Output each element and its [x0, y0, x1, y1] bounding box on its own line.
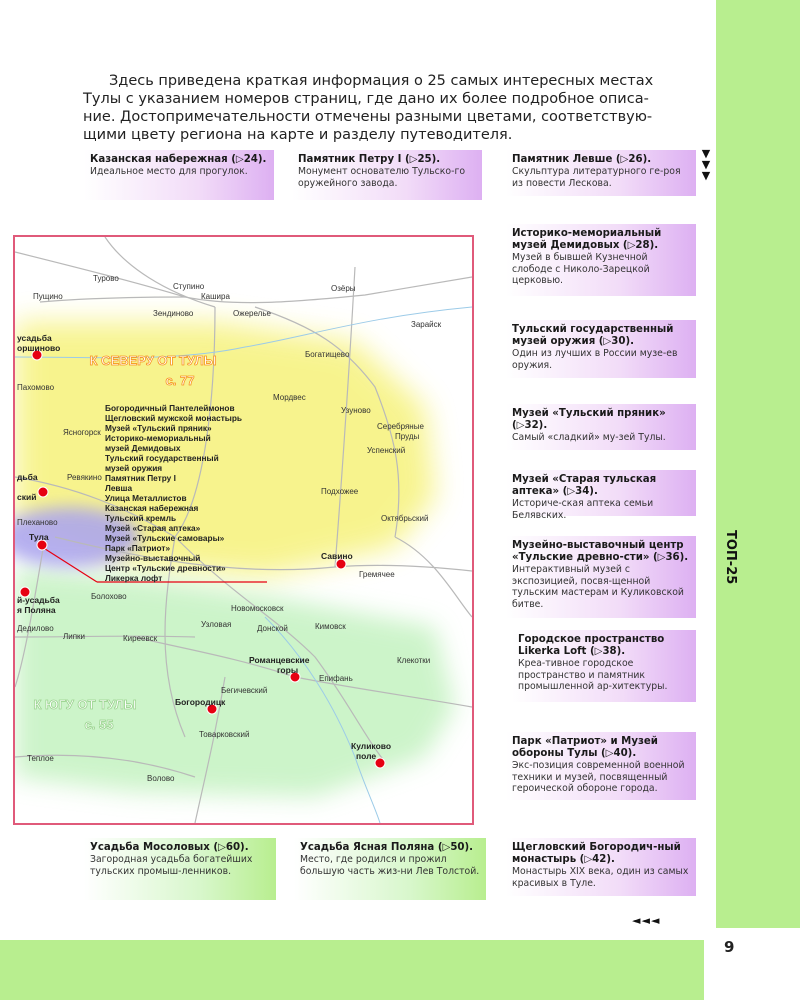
- card-yasnaya: [294, 838, 486, 900]
- card-likerka: [512, 630, 696, 702]
- place-label: Октябрьский: [381, 514, 429, 523]
- card-text: Историче-ская аптека семьи Белявских.: [512, 498, 654, 521]
- card-mosolov: [84, 838, 276, 900]
- bottom-color-band: [0, 940, 716, 1000]
- card-text: Музей в бывшей Кузнечной слободе с Николо-Зарецкой церковью.: [512, 252, 650, 286]
- poi-marker: [38, 487, 48, 497]
- place-label: Ожерелье: [233, 309, 271, 318]
- card-text: Креа-тивное городское пространство и памятник промышленной ар-хитектуры.: [518, 658, 668, 692]
- city-list-item: Тульский кремль: [105, 513, 177, 523]
- place-label: Теплое: [27, 754, 54, 763]
- card-title: Музейно-выставочный центр «Тульские древно-сти» (▷36).: [512, 540, 689, 563]
- arrow-down-icon: ▼: [701, 158, 711, 171]
- poi-label: усадьба: [17, 333, 52, 343]
- south-region: [15, 567, 455, 797]
- poi-label: ский: [17, 492, 37, 502]
- poi-label: Романцевские: [249, 655, 310, 665]
- place-label: Озёры: [331, 284, 356, 293]
- arrow-down-icon: ▼: [701, 147, 711, 160]
- poi-label: Богородицк: [175, 697, 226, 707]
- poi-label: поле: [356, 751, 377, 761]
- card-text: Загородная усадьба богатейших тульских промыш-ленников.: [90, 854, 253, 877]
- page-number: 9: [724, 938, 735, 956]
- city-list-item: Музей «Тульский пряник»: [105, 423, 212, 433]
- place-label: Мордвес: [273, 393, 306, 402]
- region-map: [13, 235, 474, 825]
- nav-arrows-bottom: [632, 914, 660, 927]
- region-label-north: К СЕВЕРУ ОТ ТУЛЫ: [89, 353, 217, 368]
- card-title: Казанская набережная (▷24).: [90, 154, 267, 165]
- poi-label: й-усадьба: [17, 595, 60, 605]
- city-list-item: Богородичный Пантелеймонов: [105, 403, 235, 413]
- card-drevnosti: [506, 536, 696, 618]
- city-list-item: музей оружия: [105, 463, 163, 473]
- city-list-item: музей Демидовых: [105, 443, 181, 453]
- place-label: Киреевск: [123, 634, 158, 643]
- intro-line: Тулы с указанием номеров страниц, где дано их более подробное описа-: [83, 91, 649, 107]
- place-label: Успенский: [367, 446, 406, 455]
- city-list-item: Левша: [105, 483, 133, 493]
- place-label: Волово: [147, 774, 175, 783]
- arrow-left-icon: ◄: [650, 914, 661, 927]
- place-label: Богатищево: [305, 350, 350, 359]
- card-oruzhie: [506, 320, 696, 378]
- card-title: Памятник Петру I (▷25).: [298, 154, 441, 165]
- card-text: Один из лучших в России музе-ев оружия.: [512, 348, 678, 371]
- arrow-left-icon: ◄: [632, 914, 642, 927]
- card-text: Самый «сладкий» му-зей Тулы.: [512, 432, 666, 443]
- card-apteka: [506, 470, 696, 521]
- place-label: Новомосковск: [231, 604, 284, 613]
- city-list-item: Историко-мемориальный: [105, 433, 211, 443]
- city-list-item: Парк «Патриот»: [105, 543, 171, 553]
- place-label: Ревякино: [67, 473, 102, 482]
- city-list-item: Улица Металлистов: [105, 493, 187, 503]
- city-list-item: Ликерка лофт: [105, 573, 163, 583]
- page-number-box: [704, 928, 800, 1000]
- place-label: Липки: [63, 632, 86, 641]
- place-label: Серебряные: [377, 422, 424, 431]
- card-title: Городское пространство Likerka Loft (▷38).: [518, 634, 665, 657]
- poi-label: дьба: [17, 472, 38, 482]
- card-title: Музей «Старая тульская аптека» (▷34).: [512, 474, 657, 497]
- section-label: ТОП-25: [723, 530, 738, 585]
- card-text: Монумент основателю Тульско-го оружейного завода.: [298, 166, 466, 189]
- place-label: Дедилово: [17, 624, 54, 633]
- card-petr: [292, 150, 482, 200]
- place-label: Узуново: [341, 406, 371, 415]
- card-pryanik: [506, 404, 696, 450]
- city-list-item: Казанская набережная: [105, 503, 199, 513]
- card-title: Щегловский Богородич-ный монастырь (▷42).: [512, 842, 681, 865]
- place-label: Ступино: [173, 282, 205, 291]
- poi-label: Куликово: [351, 741, 392, 751]
- card-text: Скульптура литературного ге-роя из повести Лескова.: [512, 166, 681, 189]
- card-text: Идеальное место для прогулок.: [90, 166, 248, 177]
- city-list-item: Музейно-выставочный: [105, 553, 201, 563]
- place-label: Зарайск: [411, 320, 442, 329]
- intro-line: щими цвету региона на карте и разделу путеводителя.: [83, 127, 513, 143]
- card-kazanskaya: [84, 150, 274, 200]
- card-levsha: [506, 150, 696, 196]
- place-label: Зендиново: [153, 309, 194, 318]
- place-label: Клекотки: [397, 656, 431, 665]
- place-label: Гремячее: [359, 570, 395, 579]
- region-page-north: с. 77: [165, 373, 195, 388]
- city-list-item: Музей «Тульские самовары»: [105, 533, 225, 543]
- card-text: Экс-позиция современной военной техники и музей, посвященный героической обороне города.: [512, 760, 685, 794]
- card-text: Интерактивный музей с экспозицией, посвя-щенной тульским мастерам и Куликовской битве.: [512, 564, 684, 610]
- city-list-item: Центр «Тульские древности»: [105, 563, 226, 573]
- poi-label: Савино: [321, 551, 353, 561]
- card-title: Тульский государственный музей оружия (▷30).: [512, 324, 674, 347]
- arrow-down-icon: ▼: [701, 169, 711, 182]
- place-label: Плеханово: [17, 518, 58, 527]
- city-list-item: Тульский государственный: [105, 453, 219, 463]
- card-text: Монастырь XIX века, один из самых красивых в Туле.: [512, 866, 689, 889]
- place-label: Донской: [257, 624, 288, 633]
- place-label: Ясногорск: [63, 428, 101, 437]
- city-list-item: Памятник Петру I: [105, 473, 176, 483]
- card-title: Музей «Тульский пряник» (▷32).: [512, 408, 666, 431]
- region-page-south: с. 55: [84, 717, 114, 732]
- intro-paragraph: [83, 72, 695, 144]
- poi-label: горы: [277, 665, 299, 675]
- place-label: Кашира: [201, 292, 230, 301]
- place-label: Подхожее: [321, 487, 359, 496]
- card-shcheglovsky: [506, 838, 696, 896]
- intro-line: ние. Достопримечательности отмечены разными цветами, соответствую-: [83, 109, 653, 125]
- place-label: Турово: [93, 274, 119, 283]
- place-label: Товарковский: [199, 730, 250, 739]
- place-label: Пруды: [395, 432, 420, 441]
- city-label: Тула: [29, 532, 49, 542]
- card-title: Усадьба Ясная Поляна (▷50).: [300, 842, 474, 853]
- card-patriot: [506, 732, 696, 800]
- card-title: Усадьба Мосоловых (▷60).: [90, 842, 249, 853]
- intro-line: Здесь приведена краткая информация о 25 самых интересных местах: [109, 73, 654, 89]
- region-label-south: К ЮГУ ОТ ТУЛЫ: [33, 697, 137, 712]
- side-color-strip: [716, 0, 800, 1000]
- place-label: Болохово: [91, 592, 127, 601]
- place-label: Епифань: [319, 674, 353, 683]
- place-label: Кимовск: [315, 622, 346, 631]
- card-text: Место, где родился и прожил большую часть жиз-ни Лев Толстой.: [300, 854, 480, 877]
- nav-arrows-top: [700, 148, 712, 181]
- place-label: Пущино: [33, 292, 63, 301]
- place-label: Бегичевский: [221, 686, 268, 695]
- place-label: Узловая: [201, 620, 232, 629]
- card-title: Памятник Левше (▷26).: [512, 154, 652, 165]
- place-label: Пахомово: [17, 383, 55, 392]
- city-list-item: Музей «Старая аптека»: [105, 523, 201, 533]
- card-title: Историко-мемориальный музей Демидовых (▷28).: [512, 228, 662, 251]
- card-demidov: [506, 224, 696, 296]
- card-title: Парк «Патриот» и Музей обороны Тулы (▷40).: [512, 736, 658, 759]
- poi-label: оршиново: [17, 343, 61, 353]
- city-list-item: Щегловский мужской монастырь: [105, 413, 243, 423]
- arrow-left-icon: ◄: [641, 914, 651, 927]
- poi-label: я Поляна: [17, 605, 56, 615]
- poi-marker: [375, 758, 385, 768]
